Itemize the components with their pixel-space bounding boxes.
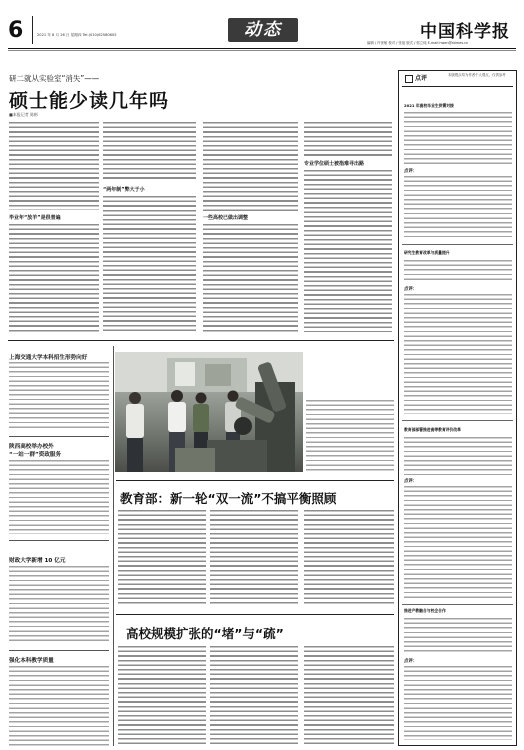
lead-subhead: 毕业年“放羊”是很普遍 — [9, 215, 61, 221]
sidebar-note: 本版观点均为作者个人观点，仅供参考 — [448, 73, 506, 77]
page-number: 6 — [8, 18, 24, 43]
brief-divider — [9, 650, 109, 651]
lead-column-4 — [304, 122, 392, 158]
masthead-logo: 中国科学报 — [420, 22, 510, 42]
story-column — [210, 646, 298, 746]
lead-column-4b — [304, 170, 392, 332]
photo-caption — [306, 356, 394, 472]
lead-column-3b — [203, 224, 298, 332]
brief-title: 财政大学新增 10 亿元 — [9, 558, 66, 564]
brief-title: 强化本科教学质量 — [9, 658, 54, 664]
brief-title: 上海交通大学本科招生形势向好 — [9, 355, 88, 361]
lab-photo-students-robot-arm — [115, 352, 303, 472]
sidebar-item-dianping: 点评： — [404, 479, 418, 484]
sidebar-item-body — [404, 260, 512, 282]
lead-subhead: “两年制”弊大于小 — [103, 187, 145, 193]
sidebar-item-title: 研究生教育改革与质量提升 — [404, 250, 450, 255]
sidebar-divider — [402, 244, 513, 245]
story-rule — [116, 614, 394, 615]
story-column — [118, 646, 206, 746]
header-rule — [8, 48, 516, 49]
sidebar-rule — [402, 86, 513, 87]
sidebar-item-body — [404, 294, 512, 414]
sidebar-item-body — [404, 437, 512, 475]
sidebar-item-body — [404, 618, 512, 654]
header-rule-thin — [8, 50, 516, 51]
lead-subhead: 专业学位硕士被指难寻出路 — [304, 161, 365, 167]
lead-column-1 — [9, 122, 99, 210]
lead-headline: 硕士能少读几年吗 — [9, 90, 170, 112]
sidebar-item-body — [404, 666, 512, 740]
story-column — [118, 510, 206, 606]
sidebar-item-title: 2021 年高校毕业生供需对接 — [404, 103, 454, 108]
sidebar-item-title: 推进产教融合与校企合作 — [404, 608, 446, 613]
lead-bottom-rule — [8, 340, 394, 341]
sidebar-item-title: 教育部部署推进高等教育评价改革 — [404, 427, 461, 432]
brief-body — [9, 566, 109, 644]
lead-kicker: 研二就从实验室“消失”—— — [9, 74, 100, 83]
sidebar-divider — [402, 420, 513, 421]
lead-column-2 — [103, 122, 196, 182]
brief-body — [9, 460, 109, 534]
header-divider — [32, 16, 33, 44]
sidebar-item-dianping: 点评： — [404, 659, 418, 664]
sidebar-divider — [402, 604, 513, 605]
lead-subhead: 一些高校已做出调整 — [203, 215, 249, 221]
lead-column-3 — [203, 122, 298, 212]
brief-divider — [9, 436, 109, 437]
sidebar-label: 点评 — [415, 75, 428, 82]
story-headline: 高校规模扩张的“堵”与“疏” — [126, 626, 284, 641]
story-headline: 教育部：新一轮“双一流”不搞平衡照顾 — [120, 491, 337, 506]
brief-divider — [9, 540, 109, 541]
lead-column-1b — [9, 224, 99, 332]
editor-line: 编辑 / 许世敏 校对 / 张旭 版式 / 郭立纯 E-mail:hwen@stimes.cn — [367, 41, 469, 45]
brief-body — [9, 362, 109, 430]
brief-title: “一站一群”资政服务 — [9, 452, 62, 458]
date-line: 2021 年 8 月 26 日 星期四 Tel:(010)62580605 — [37, 33, 117, 37]
story-column — [210, 510, 298, 606]
column-divider — [113, 346, 114, 746]
story-rule — [116, 480, 394, 481]
brief-title: 陕西高校举办校外 — [9, 444, 54, 450]
sidebar-item-body — [404, 486, 512, 598]
lead-byline: ■本报记者 陈彬 — [9, 112, 39, 117]
news-photo — [115, 352, 303, 472]
brief-body — [9, 666, 109, 746]
sidebar-item-body — [404, 112, 512, 166]
story-column — [304, 510, 394, 606]
sidebar-item-dianping: 点评： — [404, 169, 418, 174]
sidebar-item-dianping: 点评： — [404, 287, 418, 292]
sidebar-item-body — [404, 176, 512, 238]
lead-column-2b — [103, 196, 196, 332]
story-column — [304, 646, 394, 746]
section-tab: 动态 — [228, 18, 298, 42]
checkbox-icon — [405, 75, 413, 83]
